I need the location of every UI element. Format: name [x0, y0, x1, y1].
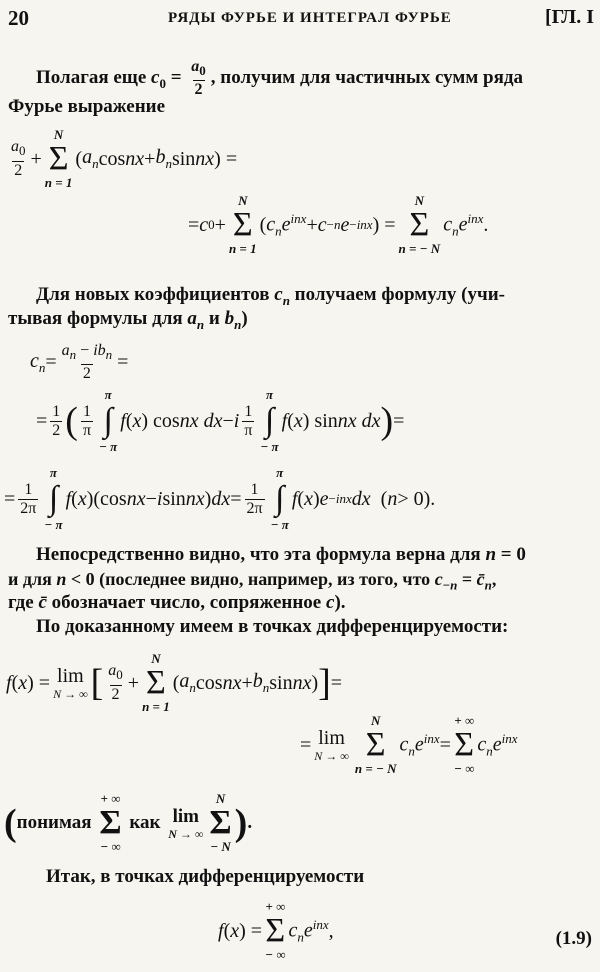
- paragraph-3-line-3: где c̄ обозначает число, сопряженное c).: [8, 592, 346, 613]
- paragraph-3-line-2: и для n < 0 (последнее видно, например, из того, что $c_{-n}$ = $c̄_n$,: [8, 569, 497, 593]
- paragraph-6: Итак, в точках дифференцируемости: [46, 866, 365, 887]
- formula-cn-integrals: = $\frac{1}{2}$ ( $\frac{1}{\pi}$ π ∫ − π f ( x ) cos nx dx − i $\frac{1}{\pi}$ π ∫ − π f ( x ) sin nx dx ) =: [36, 387, 405, 454]
- formula-1-9: f ( x ) = + ∞ Σ − ∞ $c_ne^{inx}$ ,: [218, 899, 334, 962]
- page-number: 20: [8, 6, 29, 30]
- paragraph-1-line-2: Фурье выражение: [8, 96, 166, 117]
- running-header: [8, 6, 594, 30]
- equation-number: (1.9): [555, 928, 592, 949]
- paragraph-5: ( понимая + ∞ Σ − ∞ как lim N → ∞ N Σ − N ) .: [4, 791, 253, 854]
- paragraph-1-line-1: Полагая еще $c_0$ = $\frac{a_0}{2}$ , получим для частичных сумм ряда: [36, 58, 523, 99]
- formula-cn-complex-integral: = $\frac{1}{2\pi}$ π ∫ − π f ( x )(cos nx − i sin nx ) dx = $\frac{1}{2\pi}$ π ∫ − π f ( x ) e −inx dx ( n > 0).: [4, 465, 436, 532]
- running-title: РЯДЫ ФУРЬЕ И ИНТЕГРАЛ ФУРЬЕ: [168, 10, 452, 26]
- paragraph-2-line-2: тывая формулы для $a_n$ и $b_n$): [8, 308, 248, 332]
- paragraph-3-line-1: Непосредственно видно, что эта формула верна для n = 0: [36, 544, 526, 565]
- formula-fx-series: = lim N → ∞ N Σ n = − N $c_ne^{inx}$ = + ∞ Σ − ∞ $c_ne^{inx}$: [300, 713, 518, 776]
- formula-fx-limit: f ( x ) = lim N → ∞ [ $\frac{a_0}{2}$ + N Σ n = 1 ( $a_n$ cos nx + $b_n$ sin nx ) ] =: [6, 651, 343, 714]
- chapter-marker: [ГЛ. I: [544, 6, 594, 28]
- formula-partial-sum-complex: = c 0 + N Σ n = 1 ( $c_ne^{inx}$ + c −n e −inx ) = N Σ n = − N $c_ne^{inx}$ .: [188, 193, 489, 256]
- paragraph-4: По доказанному имеем в точках дифференцируемости:: [36, 616, 509, 637]
- formula-cn-definition: $c_n$ = $\frac{a_n - ib_n}{2}$ =: [30, 342, 129, 383]
- formula-partial-sum: $\frac{a_0}{2}$ + N Σ n = 1 ( $a_n$ cos nx + $b_n$ sin nx ) =: [11, 127, 238, 190]
- paragraph-2-line-1: Для новых коэффициентов $c_n$ получаем формулу (учи-: [36, 284, 505, 308]
